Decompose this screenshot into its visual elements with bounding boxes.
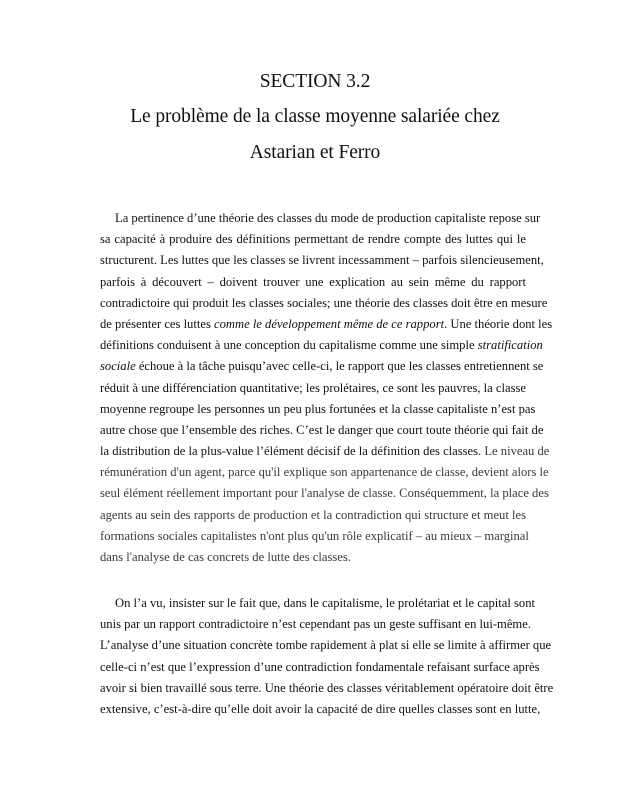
text-line: On l’a vu, insister sur le fait que, dans le capitalisme, le prolétariat et le capital sont — [115, 596, 536, 610]
text-line: structurent. Les luttes que les classes se livrent incessamment – parfois silencieusement, — [100, 253, 544, 268]
text-line: contradictoire qui produit les classes sociales; une théorie des classes doit être en mesure — [100, 295, 548, 310]
text-line: moyenne regroupe les personnes un peu plus fortunées et la classe capitaliste n’est pas — [100, 401, 536, 416]
text-line: réduit à une différenciation quantitative; les prolétaires, ce sont les pauvres, la classe — [100, 380, 526, 395]
text-line — [100, 356, 544, 377]
section-title-line-1: Le problème de la classe moyenne salariée chez — [130, 106, 500, 127]
text-line — [100, 314, 553, 335]
section-number: SECTION 3.2 — [259, 71, 371, 92]
text-line: formations sociales capitalistes n'ont plus qu'un rôle explicatif – au mieux – marginal — [100, 528, 529, 543]
text-line: unis par un rapport contradictoire n’est cependant pas un geste suffisant en lui-même. — [100, 617, 531, 632]
text-line: rémunération d'un agent, parce qu'il explique son appartenance de classe, devient alors le — [100, 465, 549, 480]
text-run: . Une théorie dont les — [444, 316, 553, 331]
text-line: celle-ci n’est que l’expression d’une contradiction fondamentale refaisant surface après — [100, 659, 540, 674]
text-line: autre chose que l’ensemble des riches. C’est le danger que court toute théorie qui fait de — [100, 422, 544, 437]
text-line: parfois à découvert – doivent trouver une explication au sein même du rapport — [100, 274, 526, 289]
text-line — [100, 441, 550, 462]
emphasis-text: stratification — [477, 338, 543, 353]
text-line — [100, 335, 543, 356]
text-line: dans l'analyse de cas concrets de lutte des classes. — [100, 550, 351, 564]
text-run: Le niveau de — [481, 444, 550, 459]
text-line: sa capacité à produire des définitions permettant de rendre compte des luttes qui le — [100, 232, 526, 247]
paragraph-1 — [100, 208, 553, 568]
text-run: échoue à la tâche puisqu’avec celle-ci, le rapport que les classes entretiennent se — [135, 359, 544, 374]
text-line: extensive, c’est-à-dire qu’elle doit avoir la capacité de dire quelles classes sont en lutte, — [100, 701, 541, 716]
emphasis-text: comme le développement même de ce rapport — [214, 316, 445, 331]
text-run: la distribution de la plus-value l’élément décisif de la définition des classes. — [100, 444, 482, 459]
section-title-line-2: Astarian et Ferro — [249, 142, 381, 163]
paragraph-2 — [100, 593, 554, 720]
text-line: seul élément réellement important pour l'analyse de classe. Conséquemment, la place des — [100, 486, 549, 501]
text-run: définitions conduisent à une conception du capitalisme comme une simple — [100, 338, 478, 353]
text-line: agents au sein des rapports de production et la contradiction qui structure et meut les — [100, 507, 526, 522]
emphasis-text: sociale — [100, 359, 136, 374]
text-line: avoir si bien travaillé sous terre. Une théorie des classes véritablement opératoire doit être — [100, 680, 554, 695]
text-line: La pertinence d’une théorie des classes du mode de production capitaliste repose sur — [115, 211, 541, 225]
text-line: L’analyse d’une situation concrète tombe rapidement à plat si elle se limite à affirmer que — [100, 638, 552, 653]
text-run: de présenter ces luttes — [100, 316, 214, 331]
